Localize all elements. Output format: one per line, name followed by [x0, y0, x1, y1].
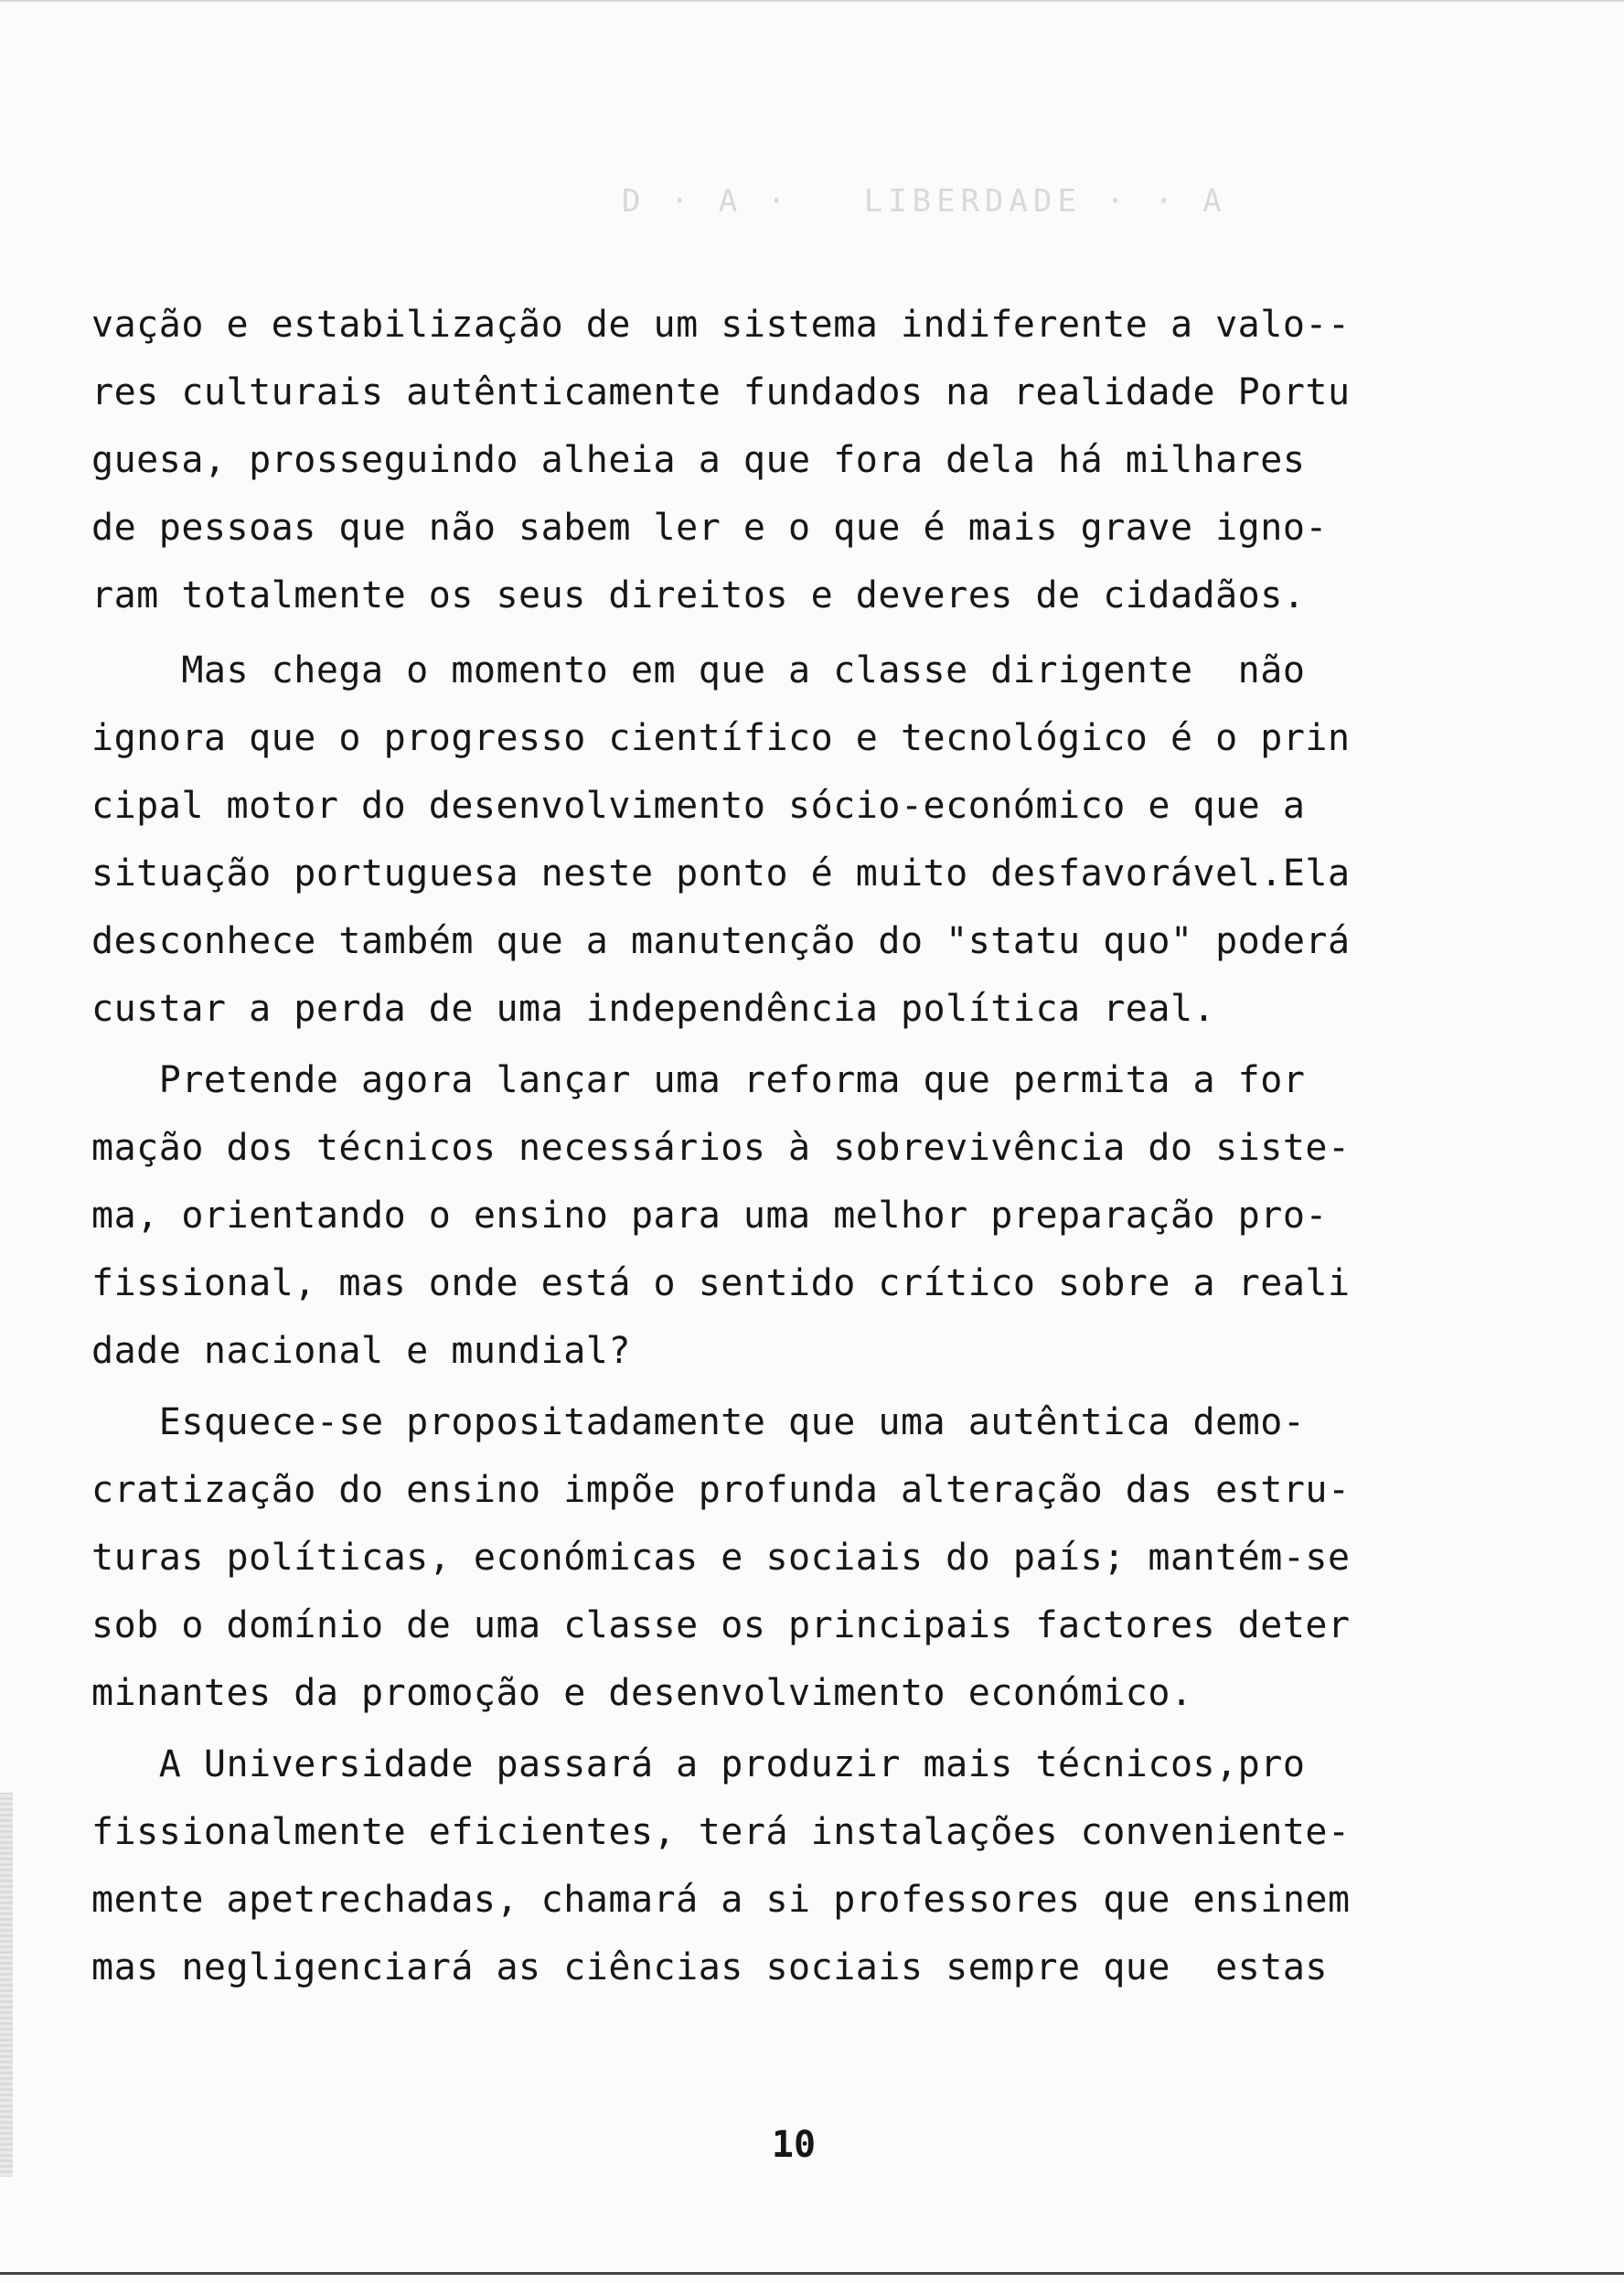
text-line-7: ignora que o progresso científico e tecnológico é o prin	[91, 717, 1351, 759]
text-line-10: desconhece também que a manutenção do "statu quo" poderá	[91, 920, 1351, 962]
text-line-25: mas negligenciará as ciências sociais sempre que estas	[91, 1946, 1329, 1988]
text-line-11: custar a perda de uma independência política real.	[91, 988, 1216, 1030]
left-binding-shadow	[0, 1793, 13, 2177]
text-line-14: ma, orientando o ensino para uma melhor preparação pro-	[91, 1195, 1329, 1237]
text-line-22: A Universidade passará a produzir mais técnicos,pro	[91, 1743, 1306, 1785]
text-line-4: de pessoas que não sabem ler e o que é mais grave igno-	[91, 507, 1329, 549]
text-line-12: Pretende agora lançar uma reforma que permita a for	[91, 1059, 1306, 1101]
text-line-2: res culturais autênticamente fundados na realidade Portu	[91, 371, 1351, 413]
text-line-18: cratização do ensino impõe profunda alteração das estru-	[91, 1469, 1351, 1511]
text-line-13: mação dos técnicos necessários à sobrevivência do siste-	[91, 1127, 1351, 1169]
text-line-24: mente apetrechadas, chamará a si professores que ensinem	[91, 1879, 1351, 1921]
text-line-16: dade nacional e mundial?	[91, 1330, 631, 1372]
top-page-edge	[0, 0, 1624, 3]
text-line-21: minantes da promoção e desenvolvimento económico.	[91, 1672, 1193, 1714]
text-line-8: cipal motor do desenvolvimento sócio-económico e que a	[91, 785, 1306, 827]
text-line-6: Mas chega o momento em que a classe dirigente não	[91, 649, 1306, 691]
text-line-1: vação e estabilização de um sistema indiferente a valo--	[91, 304, 1351, 346]
text-line-17: Esquece-se propositadamente que uma autêntica demo-	[91, 1401, 1306, 1443]
bottom-edge-line	[0, 2272, 1624, 2275]
text-line-20: sob o domínio de uma classe os principais factores deter	[91, 1604, 1351, 1646]
text-line-19: turas políticas, económicas e sociais do país; mantém-se	[91, 1537, 1351, 1579]
text-line-15: fissional, mas onde está o sentido crítico sobre a reali	[91, 1262, 1351, 1304]
bleed-through-text: D · A · LIBERDADE · · A	[622, 183, 1227, 220]
text-line-9: situação portuguesa neste ponto é muito desfavorável.Ela	[91, 852, 1351, 895]
text-line-5: ram totalmente os seus direitos e deveres de cidadãos.	[91, 574, 1306, 616]
text-line-23: fissionalmente eficientes, terá instalações conveniente-	[91, 1811, 1351, 1853]
text-line-3: guesa, prosseguindo alheia a que fora dela há milhares	[91, 439, 1306, 481]
page-number: 10	[771, 2124, 817, 2166]
